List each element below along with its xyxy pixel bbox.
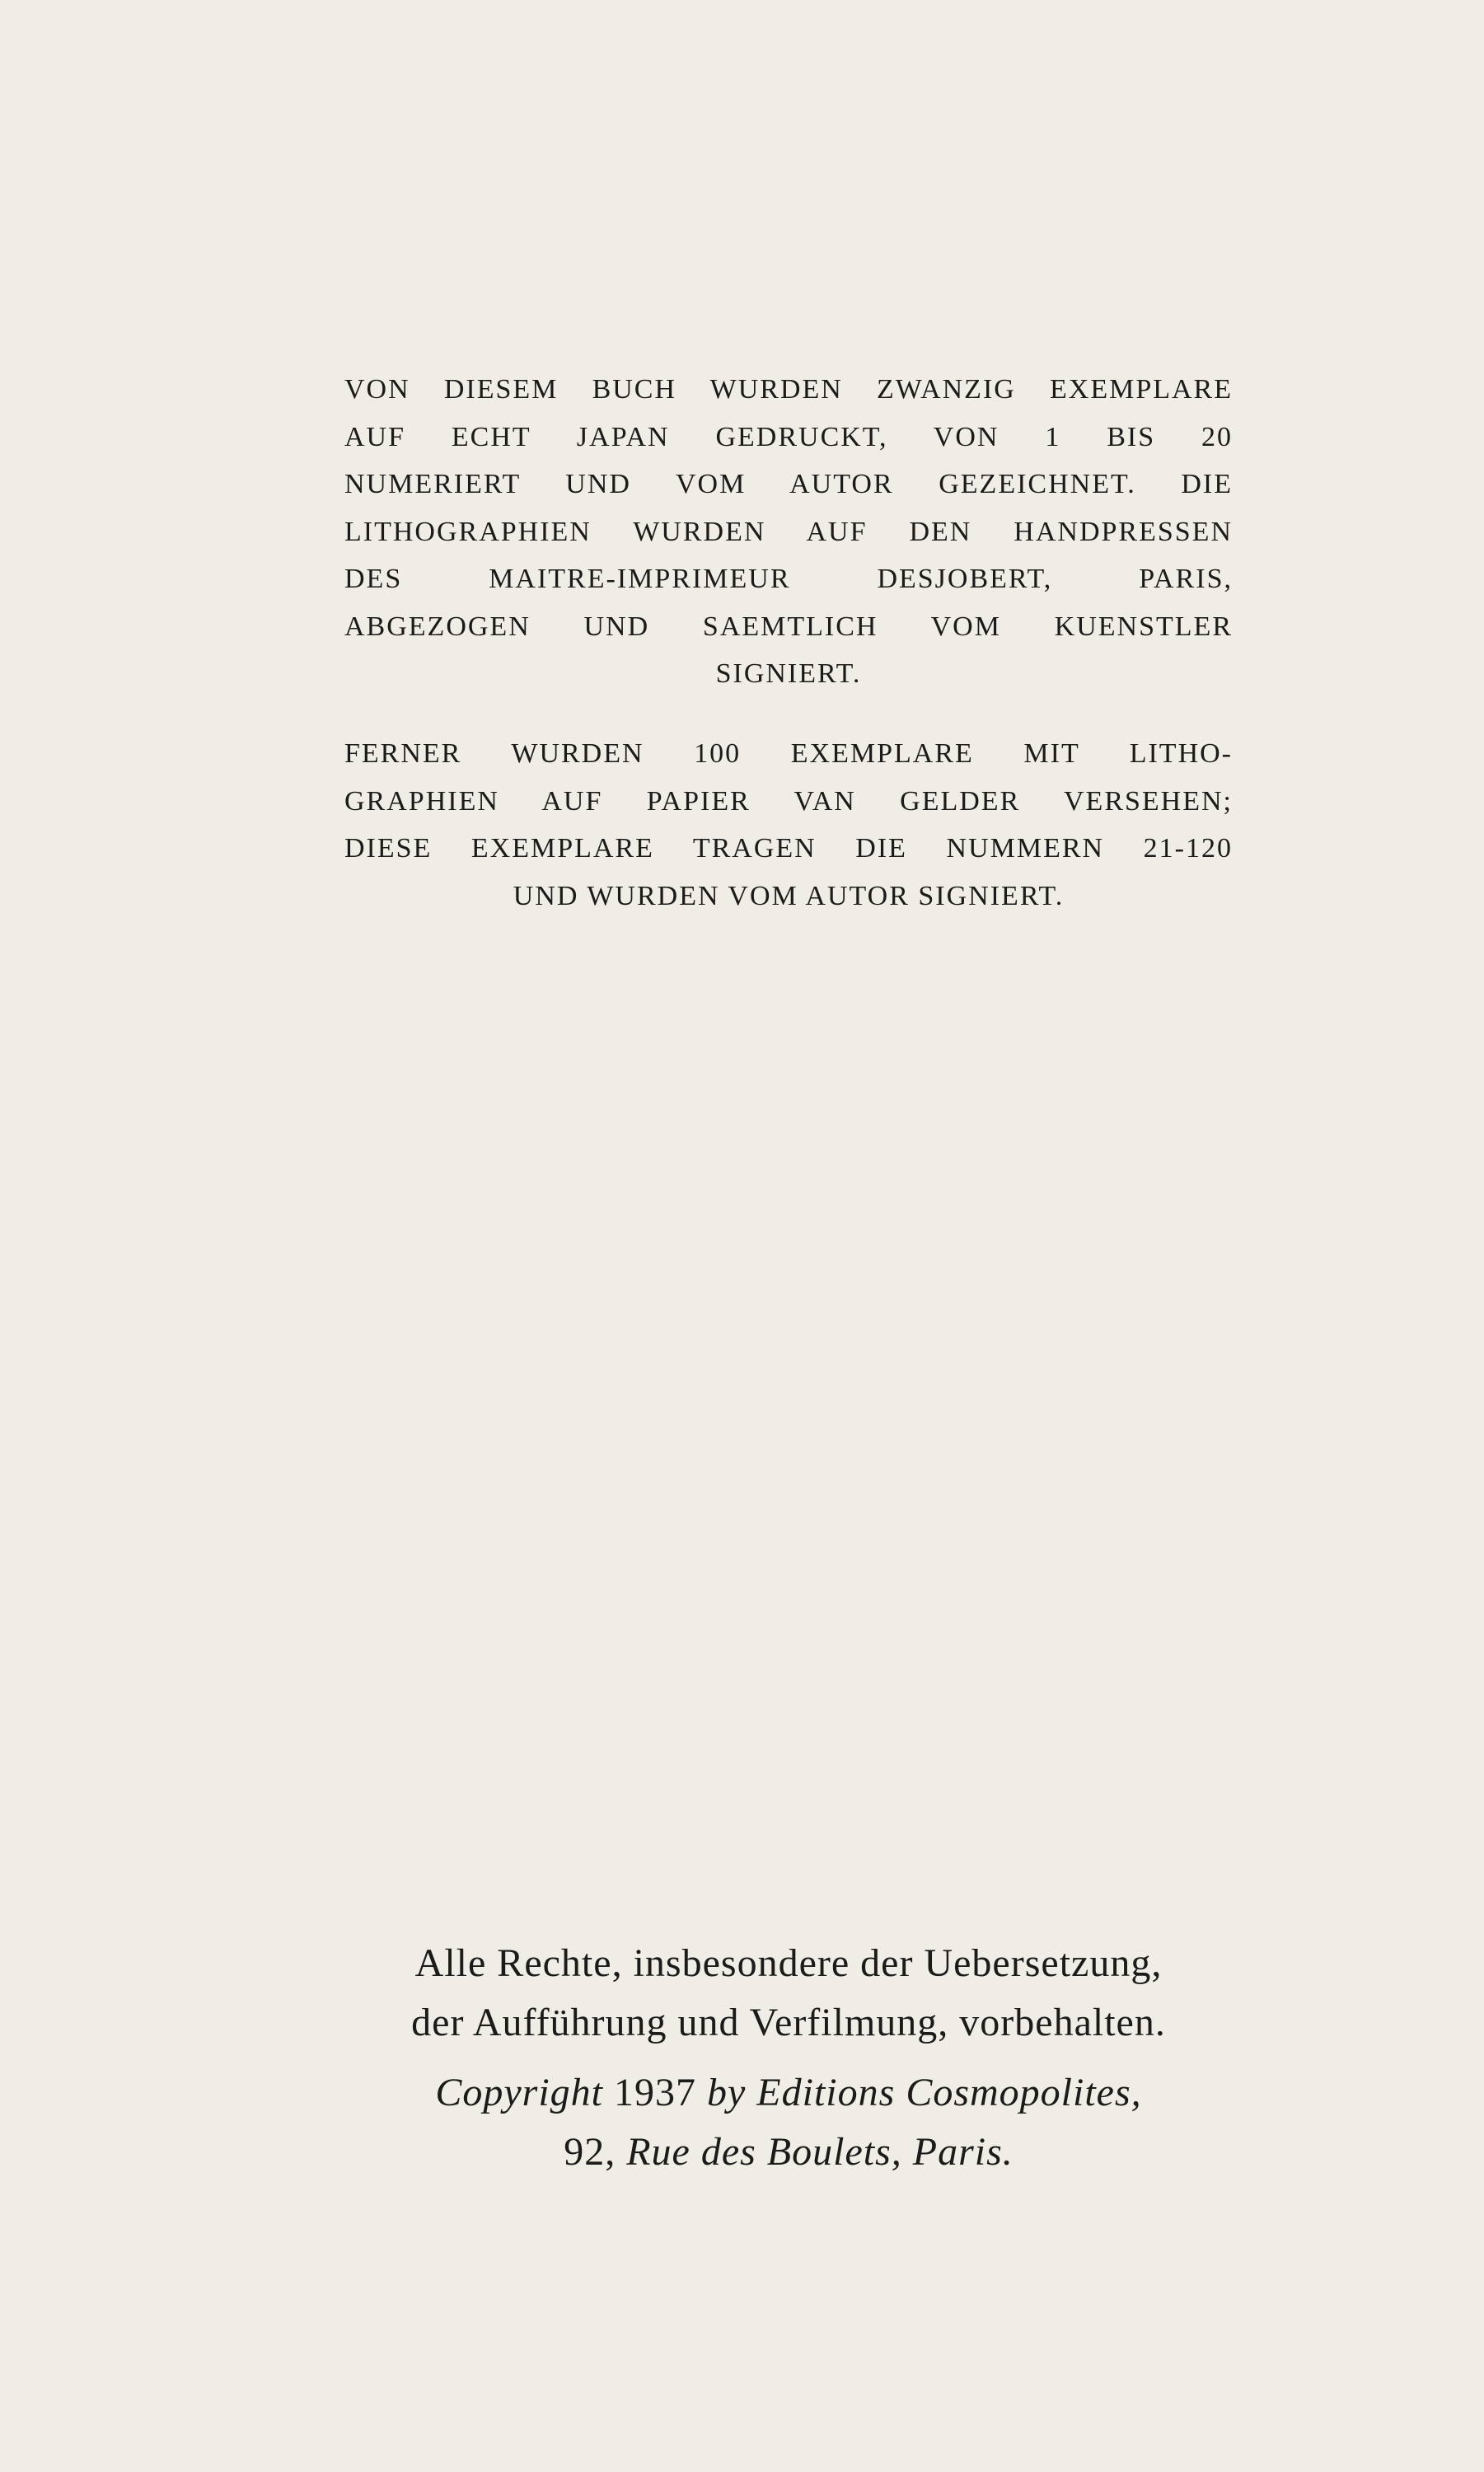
text-line: GRAPHIEN AUF PAPIER VAN GELDER VERSEHEN;: [344, 785, 1233, 817]
text-line: DIESE EXEMPLARE TRAGEN DIE NUMMERN 21-120: [344, 833, 1233, 864]
text-line: SIGNIERT.: [715, 658, 862, 689]
text-line: ABGEZOGEN UND SAEMTLICH VOM KUENSTLER: [344, 611, 1233, 642]
text-line: AUF ECHT JAPAN GEDRUCKT, VON 1 BIS 20: [344, 421, 1233, 452]
text-line: DES MAITRE-IMPRIMEUR DESJOBERT, PARIS,: [344, 564, 1233, 594]
copyright-notice: [344, 2063, 1233, 2182]
copyright-word: Copyright: [435, 2071, 603, 2114]
address-number: 92,: [564, 2130, 616, 2174]
copyright-line-2: [344, 2123, 1233, 2182]
text-line: VON DIESEM BUCH WURDEN ZWANZIG EXEMPLARE: [344, 374, 1233, 405]
rights-notice: [344, 1934, 1233, 2053]
rights-line-2: der Aufführung und Verfilmung, vorbehalten.: [411, 2001, 1166, 2044]
copyright-line-1: [344, 2063, 1233, 2123]
text-line: LITHOGRAPHIEN WURDEN AUF DEN HANDPRESSEN: [344, 516, 1233, 547]
address-street: Rue des Boulets, Paris.: [626, 2130, 1014, 2174]
publisher-name: by Editions Cosmopolites,: [707, 2071, 1142, 2114]
edition-notice-paragraph-2: [344, 730, 1233, 920]
copyright-year: 1937: [614, 2071, 696, 2114]
edition-notice-paragraph-1: [344, 366, 1233, 698]
text-line: UND WURDEN VOM AUTOR SIGNIERT.: [513, 880, 1065, 911]
rights-line-1: Alle Rechte, insbesondere der Uebersetzung,: [414, 1941, 1163, 1985]
text-line: NUMERIERT UND VOM AUTOR GEZEICHNET. DIE: [344, 469, 1233, 499]
text-line: FERNER WURDEN 100 EXEMPLARE MIT LITHO-: [344, 738, 1233, 769]
